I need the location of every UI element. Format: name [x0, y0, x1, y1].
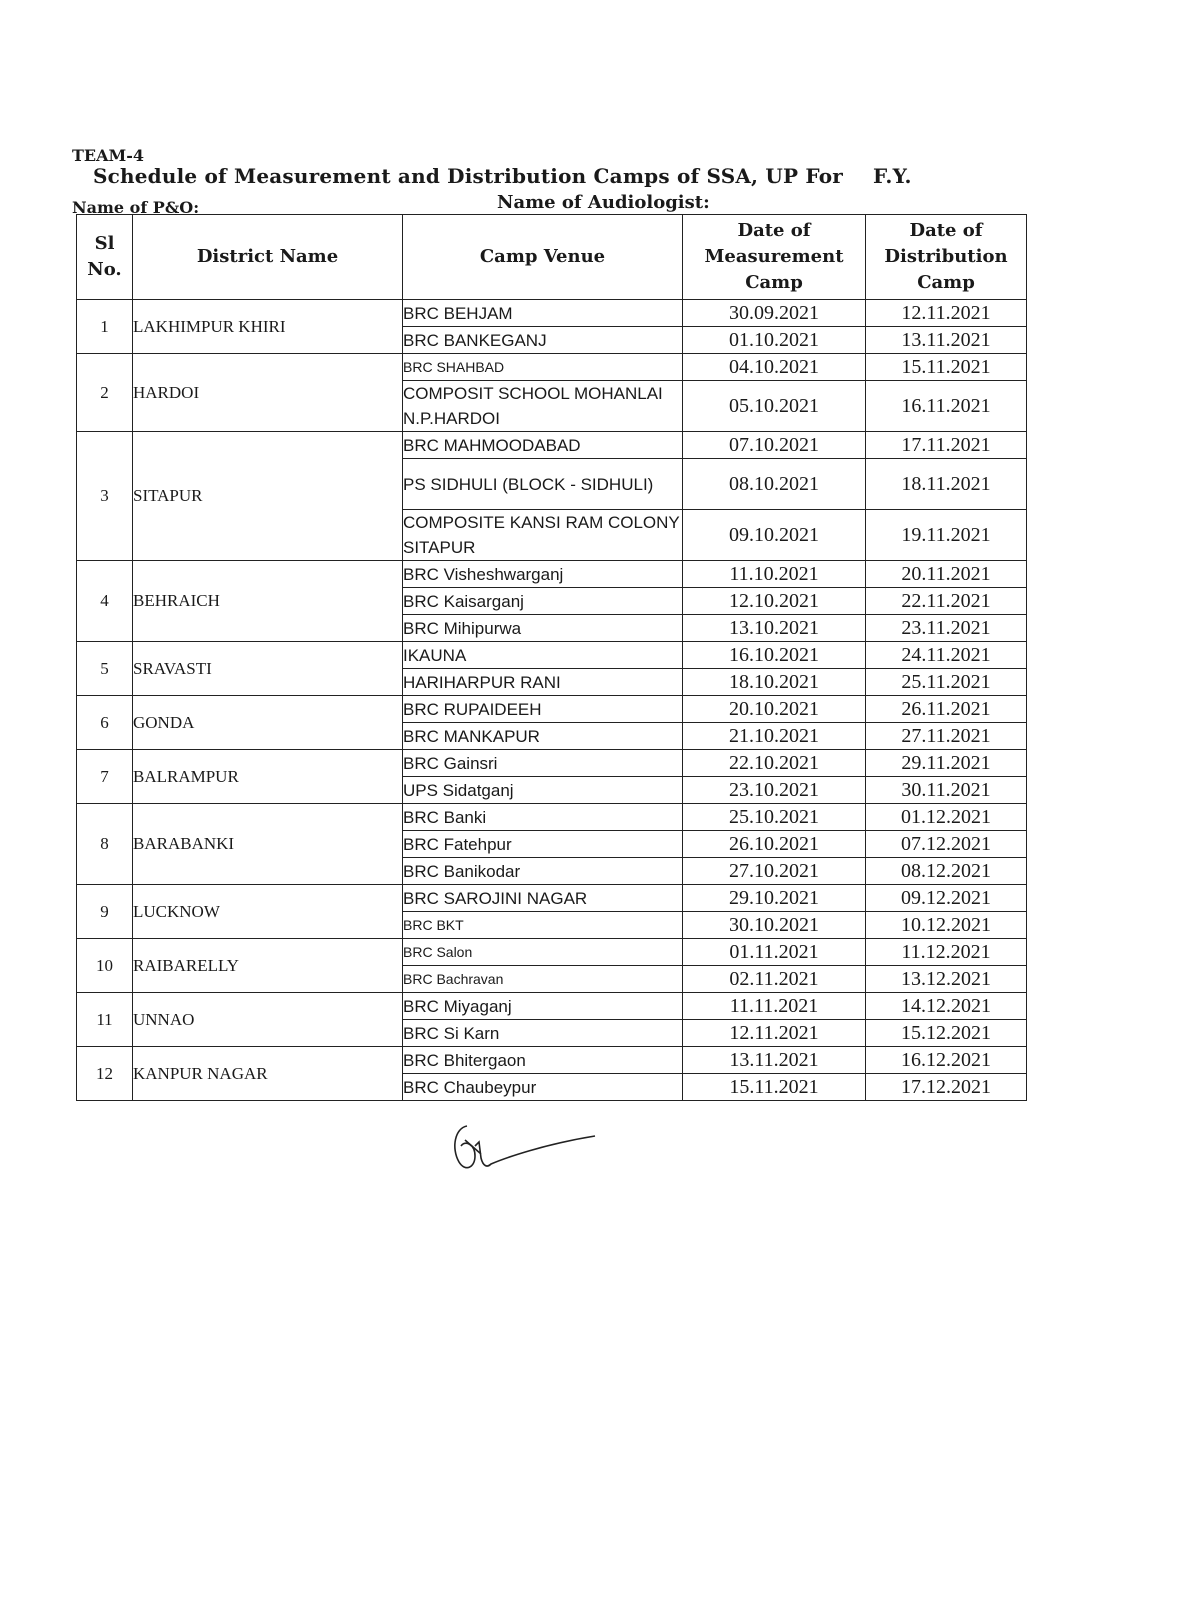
district-name: SRAVASTI: [133, 642, 403, 696]
measurement-date: 05.10.2021: [683, 381, 866, 432]
measurement-date: 30.10.2021: [683, 912, 866, 939]
table-row: [77, 642, 1027, 669]
table-header-row: [77, 215, 1027, 300]
measurement-date: 13.10.2021: [683, 615, 866, 642]
header-distribution-date: Date of Distribution Camp: [866, 215, 1027, 300]
distribution-date: 09.12.2021: [866, 885, 1027, 912]
measurement-date: 26.10.2021: [683, 831, 866, 858]
district-name: LUCKNOW: [133, 885, 403, 939]
distribution-date: 19.11.2021: [866, 510, 1027, 561]
camp-venue: COMPOSITE KANSI RAM COLONY SITAPUR: [403, 510, 683, 561]
camp-venue: BRC Banikodar: [403, 858, 683, 885]
sl-no: 5: [77, 642, 133, 696]
measurement-date: 27.10.2021: [683, 858, 866, 885]
distribution-date: 12.11.2021: [866, 300, 1027, 327]
distribution-date: 01.12.2021: [866, 804, 1027, 831]
district-name: HARDOI: [133, 354, 403, 432]
table-row: [77, 885, 1027, 912]
distribution-date: 16.11.2021: [866, 381, 1027, 432]
measurement-date: 18.10.2021: [683, 669, 866, 696]
distribution-date: 30.11.2021: [866, 777, 1027, 804]
camp-venue: BRC Salon: [403, 939, 683, 966]
distribution-date: 08.12.2021: [866, 858, 1027, 885]
sl-no: 10: [77, 939, 133, 993]
distribution-date: 07.12.2021: [866, 831, 1027, 858]
table-row: [77, 939, 1027, 966]
measurement-date: 04.10.2021: [683, 354, 866, 381]
measurement-date: 20.10.2021: [683, 696, 866, 723]
camp-venue: BRC BKT: [403, 912, 683, 939]
district-name: UNNAO: [133, 993, 403, 1047]
measurement-date: 08.10.2021: [683, 459, 866, 510]
district-name: LAKHIMPUR KHIRI: [133, 300, 403, 354]
distribution-date: 13.11.2021: [866, 327, 1027, 354]
camp-venue: BRC Visheshwarganj: [403, 561, 683, 588]
table-row: [77, 696, 1027, 723]
measurement-date: 22.10.2021: [683, 750, 866, 777]
sl-no: 2: [77, 354, 133, 432]
camp-venue: BRC Banki: [403, 804, 683, 831]
camp-venue: BRC BANKEGANJ: [403, 327, 683, 354]
district-name: BARABANKI: [133, 804, 403, 885]
distribution-date: 26.11.2021: [866, 696, 1027, 723]
distribution-date: 11.12.2021: [866, 939, 1027, 966]
camp-venue: BRC Gainsri: [403, 750, 683, 777]
camp-venue: COMPOSIT SCHOOL MOHANLAI N.P.HARDOI: [403, 381, 683, 432]
camp-venue: BRC Miyaganj: [403, 993, 683, 1020]
district-name: BALRAMPUR: [133, 750, 403, 804]
table-row: [77, 354, 1027, 381]
sl-no: 6: [77, 696, 133, 750]
header-district-name: District Name: [133, 215, 403, 300]
distribution-date: 13.12.2021: [866, 966, 1027, 993]
distribution-date: 22.11.2021: [866, 588, 1027, 615]
table-row: [77, 804, 1027, 831]
camp-venue: BRC SHAHBAD: [403, 354, 683, 381]
sl-no: 1: [77, 300, 133, 354]
table-row: [77, 432, 1027, 459]
distribution-date: 17.12.2021: [866, 1074, 1027, 1101]
measurement-date: 21.10.2021: [683, 723, 866, 750]
distribution-date: 25.11.2021: [866, 669, 1027, 696]
schedule-table: [76, 214, 1027, 1101]
header-sl-no: Sl No.: [77, 215, 133, 300]
camp-venue: BRC SAROJINI NAGAR: [403, 885, 683, 912]
table-row: [77, 993, 1027, 1020]
measurement-date: 15.11.2021: [683, 1074, 866, 1101]
district-name: GONDA: [133, 696, 403, 750]
distribution-date: 15.12.2021: [866, 1020, 1027, 1047]
measurement-date: 02.11.2021: [683, 966, 866, 993]
sl-no: 4: [77, 561, 133, 642]
camp-venue: BRC Bhitergaon: [403, 1047, 683, 1074]
distribution-date: 14.12.2021: [866, 993, 1027, 1020]
district-name: RAIBARELLY: [133, 939, 403, 993]
header-measurement-date: Date of Measurement Camp: [683, 215, 866, 300]
district-name: KANPUR NAGAR: [133, 1047, 403, 1101]
measurement-date: 12.10.2021: [683, 588, 866, 615]
measurement-date: 13.11.2021: [683, 1047, 866, 1074]
sl-no: 3: [77, 432, 133, 561]
measurement-date: 30.09.2021: [683, 300, 866, 327]
audiologist-name-label: Name of Audiologist:: [497, 192, 710, 213]
sl-no: 12: [77, 1047, 133, 1101]
table-row: [77, 561, 1027, 588]
distribution-date: 29.11.2021: [866, 750, 1027, 777]
camp-venue: BRC Si Karn: [403, 1020, 683, 1047]
table-row: [77, 1047, 1027, 1074]
title-text: Schedule of Measurement and Distribution Camps of SSA, UP For: [93, 164, 844, 188]
measurement-date: 01.11.2021: [683, 939, 866, 966]
measurement-date: 11.10.2021: [683, 561, 866, 588]
sl-no: 9: [77, 885, 133, 939]
district-name: SITAPUR: [133, 432, 403, 561]
camp-venue: UPS Sidatganj: [403, 777, 683, 804]
fy-label: F.Y.: [873, 164, 912, 188]
measurement-date: 11.11.2021: [683, 993, 866, 1020]
camp-venue: BRC MAHMOODABAD: [403, 432, 683, 459]
measurement-date: 29.10.2021: [683, 885, 866, 912]
header-camp-venue: Camp Venue: [403, 215, 683, 300]
sl-no: 11: [77, 993, 133, 1047]
table-row: [77, 750, 1027, 777]
po-name-label: Name of P&O:: [72, 198, 200, 217]
handwritten-signature-icon: [445, 1118, 605, 1178]
camp-venue: PS SIDHULI (BLOCK - SIDHULI): [403, 459, 683, 510]
camp-venue: BRC Mihipurwa: [403, 615, 683, 642]
camp-venue: BRC Fatehpur: [403, 831, 683, 858]
measurement-date: 09.10.2021: [683, 510, 866, 561]
distribution-date: 16.12.2021: [866, 1047, 1027, 1074]
document-title: [93, 164, 912, 188]
camp-venue: BRC Bachravan: [403, 966, 683, 993]
distribution-date: 17.11.2021: [866, 432, 1027, 459]
distribution-date: 23.11.2021: [866, 615, 1027, 642]
measurement-date: 01.10.2021: [683, 327, 866, 354]
camp-venue: BRC Kaisarganj: [403, 588, 683, 615]
measurement-date: 07.10.2021: [683, 432, 866, 459]
distribution-date: 15.11.2021: [866, 354, 1027, 381]
measurement-date: 16.10.2021: [683, 642, 866, 669]
district-name: BEHRAICH: [133, 561, 403, 642]
measurement-date: 23.10.2021: [683, 777, 866, 804]
camp-venue: HARIHARPUR RANI: [403, 669, 683, 696]
sl-no: 8: [77, 804, 133, 885]
distribution-date: 20.11.2021: [866, 561, 1027, 588]
measurement-date: 25.10.2021: [683, 804, 866, 831]
camp-venue: BRC MANKAPUR: [403, 723, 683, 750]
camp-venue: BRC BEHJAM: [403, 300, 683, 327]
table-row: [77, 300, 1027, 327]
measurement-date: 12.11.2021: [683, 1020, 866, 1047]
camp-venue: IKAUNA: [403, 642, 683, 669]
distribution-date: 24.11.2021: [866, 642, 1027, 669]
sl-no: 7: [77, 750, 133, 804]
camp-venue: BRC Chaubeypur: [403, 1074, 683, 1101]
distribution-date: 27.11.2021: [866, 723, 1027, 750]
team-label: TEAM-4: [72, 146, 144, 165]
distribution-date: 18.11.2021: [866, 459, 1027, 510]
camp-venue: BRC RUPAIDEEH: [403, 696, 683, 723]
distribution-date: 10.12.2021: [866, 912, 1027, 939]
